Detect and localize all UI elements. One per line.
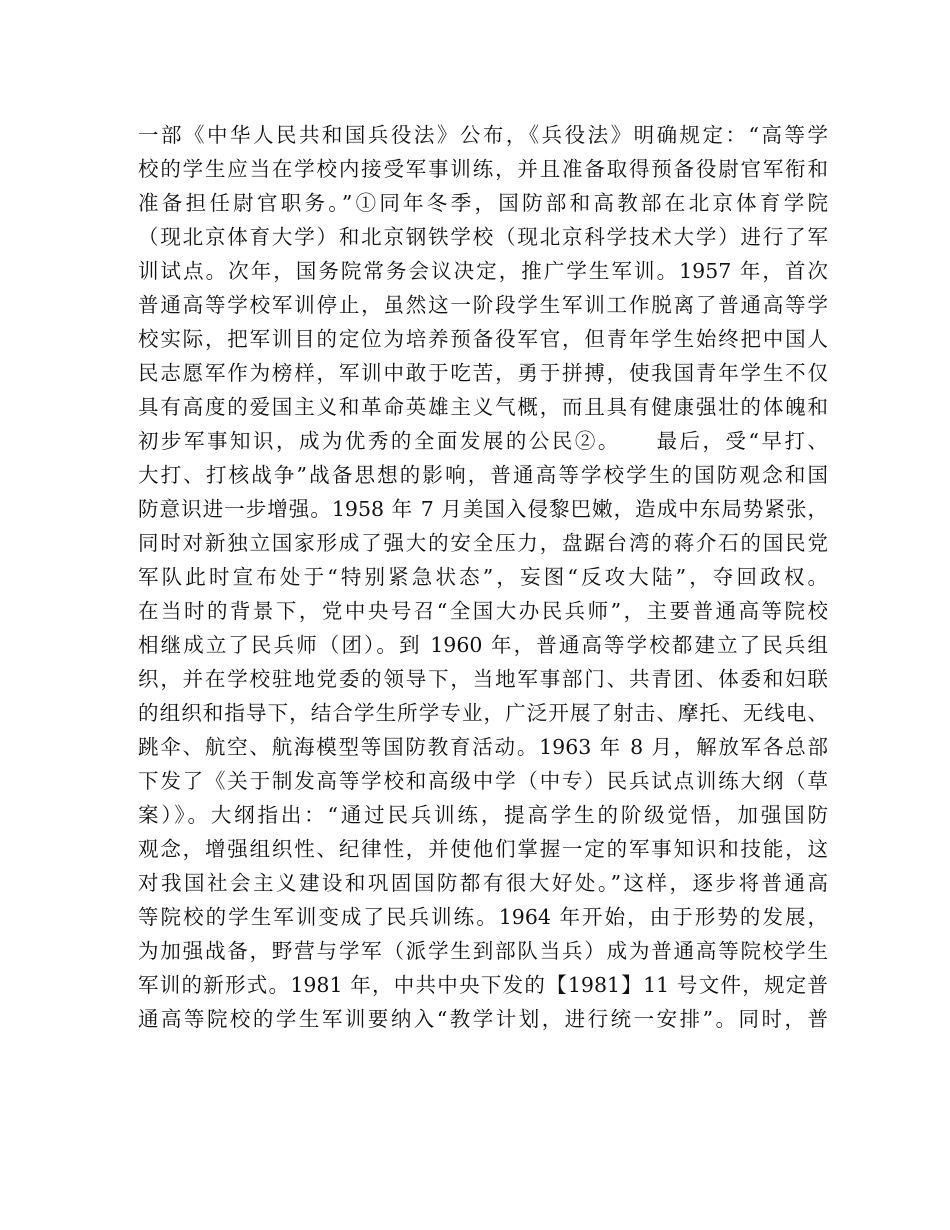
text-line: 跳伞、航空、航海模型等国防教育活动。1963 年 8 月，解放军各总部 <box>138 735 828 759</box>
text-line: 训试点。次年，国务院常务会议决定，推广学生军训。1957 年，首次 <box>138 259 828 283</box>
text-line: 具有高度的爱国主义和革命英雄主义气概，而且具有健康强壮的体魄和 <box>138 395 828 419</box>
body-text <box>138 118 828 1036</box>
text-line: （现北京体育大学）和北京钢铁学校（现北京科学技术大学）进行了军 <box>138 225 828 249</box>
text-line: 初步军事知识，成为优秀的全面发展的公民②。 最后，受“早打、 <box>138 429 828 453</box>
text-line: 为加强战备，野营与学军（派学生到部队当兵）成为普通高等院校学生 <box>138 939 828 963</box>
text-line: 准备担任尉官职务。”①同年冬季，国防部和高教部在北京体育学院 <box>138 191 828 215</box>
text-line: 军队此时宣布处于“特别紧急状态”，妄图“反攻大陆”，夺回政权。 <box>138 565 828 589</box>
text-line: 在当时的背景下，党中央号召“全国大办民兵师”，主要普通高等院校 <box>138 599 828 623</box>
text-line: 对我国社会主义建设和巩固国防都有很大好处。”这样，逐步将普通高 <box>138 871 828 895</box>
text-line: 等院校的学生军训变成了民兵训练。1964 年开始，由于形势的发展， <box>138 905 828 929</box>
text-line: 一部《中华人民共和国兵役法》公布，《兵役法》明确规定：“高等学 <box>138 123 828 147</box>
text-line: 同时对新独立国家形成了强大的安全压力，盘踞台湾的蒋介石的国民党 <box>138 531 828 555</box>
text-line: 织，并在学校驻地党委的领导下，当地军事部门、共青团、体委和妇联 <box>138 667 828 691</box>
text-line: 大打、打核战争”战备思想的影响，普通高等学校学生的国防观念和国 <box>138 463 828 487</box>
text-line: 防意识进一步增强。1958 年 7 月美国入侵黎巴嫩，造成中东局势紧张， <box>138 497 828 521</box>
text-line: 的组织和指导下，结合学生所学专业，广泛开展了射击、摩托、无线电、 <box>138 701 828 725</box>
text-line: 案）》。大纲指出：“通过民兵训练，提高学生的阶级觉悟，加强国防 <box>138 803 828 827</box>
text-line: 校实际，把军训目的定位为培养预备役军官，但青年学生始终把中国人 <box>138 327 828 351</box>
text-line: 军训的新形式。1981 年，中共中央下发的【1981】11 号文件，规定普 <box>138 973 828 997</box>
text-line: 普通高等学校军训停止，虽然这一阶段学生军训工作脱离了普通高等学 <box>138 293 828 317</box>
text-line: 通高等院校的学生军训要纳入“教学计划，进行统一安排”。同时，普 <box>138 1007 828 1031</box>
text-line: 民志愿军作为榜样，军训中敢于吃苦，勇于拼搏，使我国青年学生不仅 <box>138 361 828 385</box>
text-line: 下发了《关于制发高等学校和高级中学（中专）民兵试点训练大纲（草 <box>138 769 828 793</box>
text-line: 校的学生应当在学校内接受军事训练，并且准备取得预备役尉官军衔和 <box>138 157 828 181</box>
text-line: 观念，增强组织性、纪律性，并使他们掌握一定的军事知识和技能，这 <box>138 837 828 861</box>
text-line: 相继成立了民兵师（团）。到 1960 年，普通高等学校都建立了民兵组 <box>138 633 828 657</box>
